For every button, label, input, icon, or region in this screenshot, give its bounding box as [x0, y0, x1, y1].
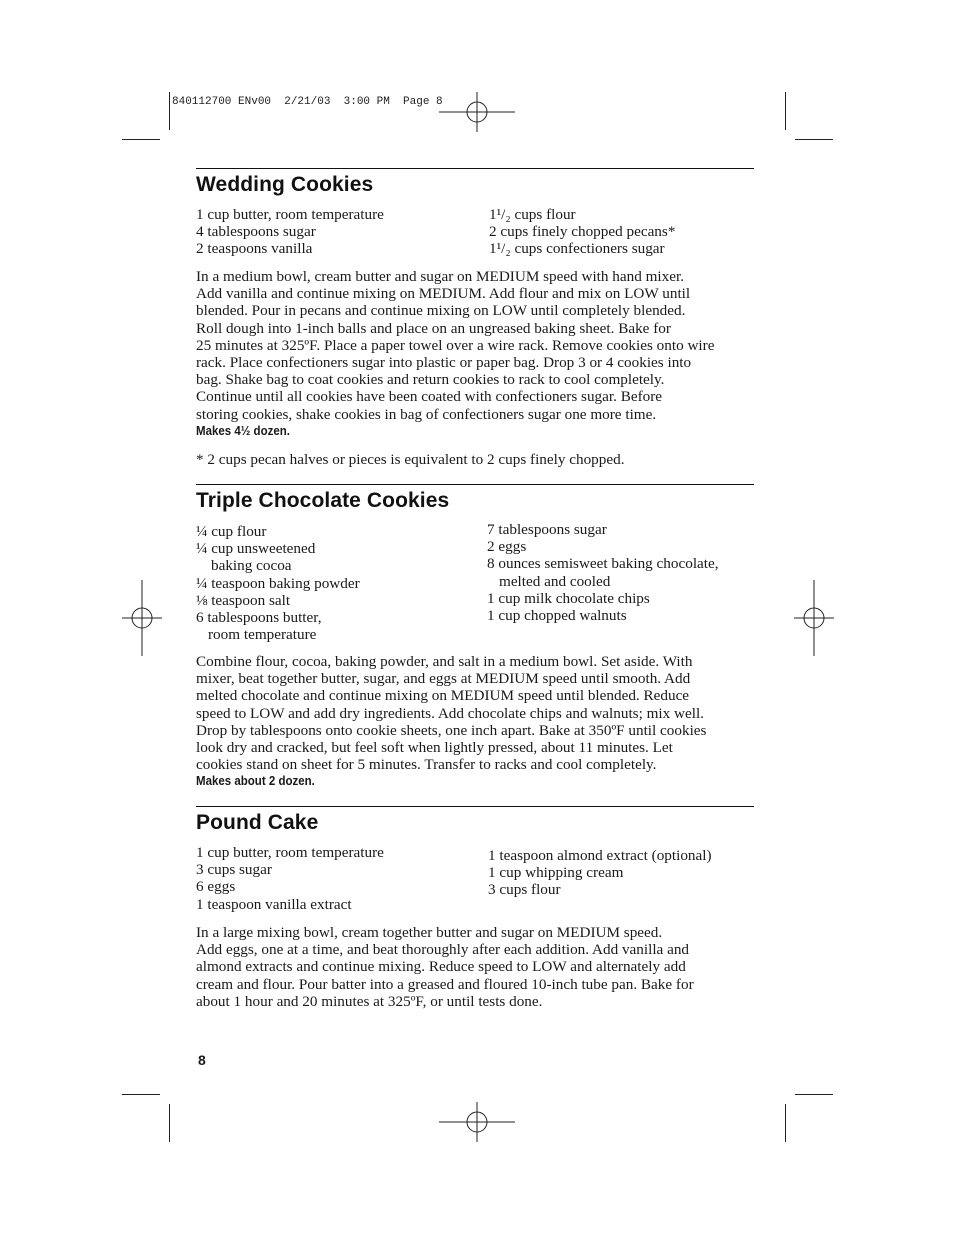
direction-line: cookies stand on sheet for 5 minutes. Transfer to racks and cool completely. [196, 756, 657, 774]
ingredient: 1 cup butter, room temperature [196, 844, 384, 861]
direction-line: almond extracts and continue mixing. Reduce speed to LOW and alternately add [196, 958, 686, 976]
ingredient: 1 cup butter, room temperature [196, 206, 384, 223]
recipe-footnote: * 2 cups pecan halves or pieces is equivalent to 2 cups finely chopped. [196, 450, 625, 468]
direction-line: look dry and cracked, but feel soft when lightly pressed, about 11 minutes. Let [196, 739, 673, 757]
recipe-yield: Makes 4½ dozen. [196, 423, 290, 438]
ingredient: ¼ cup flour [196, 523, 267, 540]
recipe-directions [196, 268, 754, 423]
ingredient: 8 ounces semisweet baking chocolate, [487, 555, 719, 573]
direction-line: speed to LOW and add dry ingredients. Add chocolate chips and walnuts; mix well. [196, 704, 704, 722]
recipe-yield: Makes about 2 dozen. [196, 774, 315, 789]
ingredient: melted and cooled [499, 572, 611, 590]
direction-line: storing cookies, shake cookies in bag of confectioners sugar one more time. [196, 405, 657, 423]
recipe-title: Wedding Cookies [196, 173, 374, 196]
crop-mark [795, 139, 833, 140]
recipe-pound-cake [196, 806, 754, 1010]
registration-mark-icon [439, 1084, 515, 1160]
direction-line: bag. Shake bag to coat cookies and return cookies to rack to cool completely. [196, 371, 665, 389]
ingredient: 1 teaspoon almond extract (optional) [488, 847, 712, 864]
recipe-directions [196, 924, 754, 1010]
ingredient: 1 teaspoon vanilla extract [196, 895, 352, 913]
ingredient: 2 cups finely chopped pecans* [489, 223, 676, 241]
direction-line: Continue until all cookies have been coated with confectioners sugar. Before [196, 388, 663, 406]
direction-line: 25 minutes at 325ºF. Place a paper towel over a wire rack. Remove cookies onto wire [196, 336, 715, 354]
recipe-directions [196, 653, 754, 773]
direction-line: cream and flour. Pour batter into a greased and floured 10-inch tube pan. Bake for [196, 975, 694, 993]
direction-line: In a large mixing bowl, cream together butter and sugar on MEDIUM speed. [196, 924, 663, 941]
section-rule [196, 168, 754, 169]
ingredient: 1 cup whipping cream [488, 864, 624, 882]
crop-mark [785, 1104, 786, 1142]
direction-line: rack. Place confectioners sugar into plastic or paper bag. Drop 3 or 4 cookies into [196, 354, 692, 372]
crop-mark [122, 139, 160, 140]
ingredient: 1¹/₂ cups flour [489, 206, 576, 223]
ingredient: ⅛ teaspoon salt [196, 591, 291, 609]
ingredient: 2 teaspoons vanilla [196, 240, 313, 258]
ingredients-right-column [487, 521, 719, 624]
crop-mark [785, 92, 786, 130]
ingredients-left-column [196, 206, 384, 258]
printer-slug: 840112700 ENv00 2/21/03 3:00 PM Page 8 [172, 96, 443, 108]
page-number: 8 [198, 1052, 206, 1068]
ingredients-left-column [196, 523, 360, 643]
ingredient: room temperature [208, 626, 317, 644]
ingredient-list [196, 206, 754, 260]
ingredient: 7 tablespoons sugar [487, 521, 607, 538]
registration-mark-icon [439, 74, 515, 150]
ingredient: 2 eggs [487, 538, 527, 556]
direction-line: Drop by tablespoons onto cookie sheets, one inch apart. Bake at 350ºF until cookies [196, 721, 707, 739]
recipe-wedding-cookies [196, 168, 754, 468]
registration-mark-icon [104, 580, 180, 656]
section-rule [196, 806, 754, 807]
ingredient: 1 cup milk chocolate chips [487, 589, 650, 607]
ingredients-right-column [489, 206, 675, 258]
direction-line: Add eggs, one at a time, and beat thoroughly after each addition. Add vanilla and [196, 941, 690, 959]
direction-line: Roll dough into 1-inch balls and place on an ungreased baking sheet. Bake for [196, 319, 671, 337]
direction-line: In a medium bowl, cream butter and sugar on MEDIUM speed with hand mixer. [196, 268, 684, 285]
direction-line: about 1 hour and 20 minutes at 325ºF, or until tests done. [196, 992, 543, 1010]
ingredients-left-column [196, 844, 384, 913]
ingredient: 1¹/₂ cups confectioners sugar [489, 240, 665, 258]
recipe-title: Triple Chocolate Cookies [196, 489, 450, 512]
direction-line: mixer, beat together butter, sugar, and eggs at MEDIUM speed until smooth. Add [196, 670, 691, 688]
ingredient-list [196, 521, 754, 643]
crop-mark [169, 92, 170, 130]
registration-mark-icon [776, 580, 852, 656]
ingredient: ¼ cup unsweetened [196, 540, 316, 558]
ingredient: 3 cups flour [488, 881, 561, 899]
recipe-title: Pound Cake [196, 811, 319, 834]
ingredients-right-column [488, 847, 712, 899]
recipe-triple-chocolate-cookies [196, 484, 754, 790]
direction-line: Add vanilla and continue mixing on MEDIUM. Add flour and mix on LOW until [196, 285, 691, 303]
ingredient: ¼ teaspoon baking powder [196, 574, 360, 592]
ingredient-list [196, 844, 754, 914]
ingredient: 6 tablespoons butter, [196, 609, 322, 627]
direction-line: blended. Pour in pecans and continue mixing on LOW until completely blended. [196, 302, 686, 320]
direction-line: Combine flour, cocoa, baking powder, and salt in a medium bowl. Set aside. With [196, 653, 693, 670]
ingredient: 1 cup chopped walnuts [487, 607, 627, 625]
ingredient: 6 eggs [196, 878, 236, 896]
crop-mark [122, 1094, 160, 1095]
direction-line: melted chocolate and continue mixing on MEDIUM speed until blended. Reduce [196, 687, 690, 705]
crop-mark [795, 1094, 833, 1095]
section-rule [196, 484, 754, 485]
ingredient: 3 cups sugar [196, 861, 272, 879]
crop-mark [169, 1104, 170, 1142]
ingredient: baking cocoa [211, 557, 292, 575]
ingredient: 4 tablespoons sugar [196, 223, 316, 241]
